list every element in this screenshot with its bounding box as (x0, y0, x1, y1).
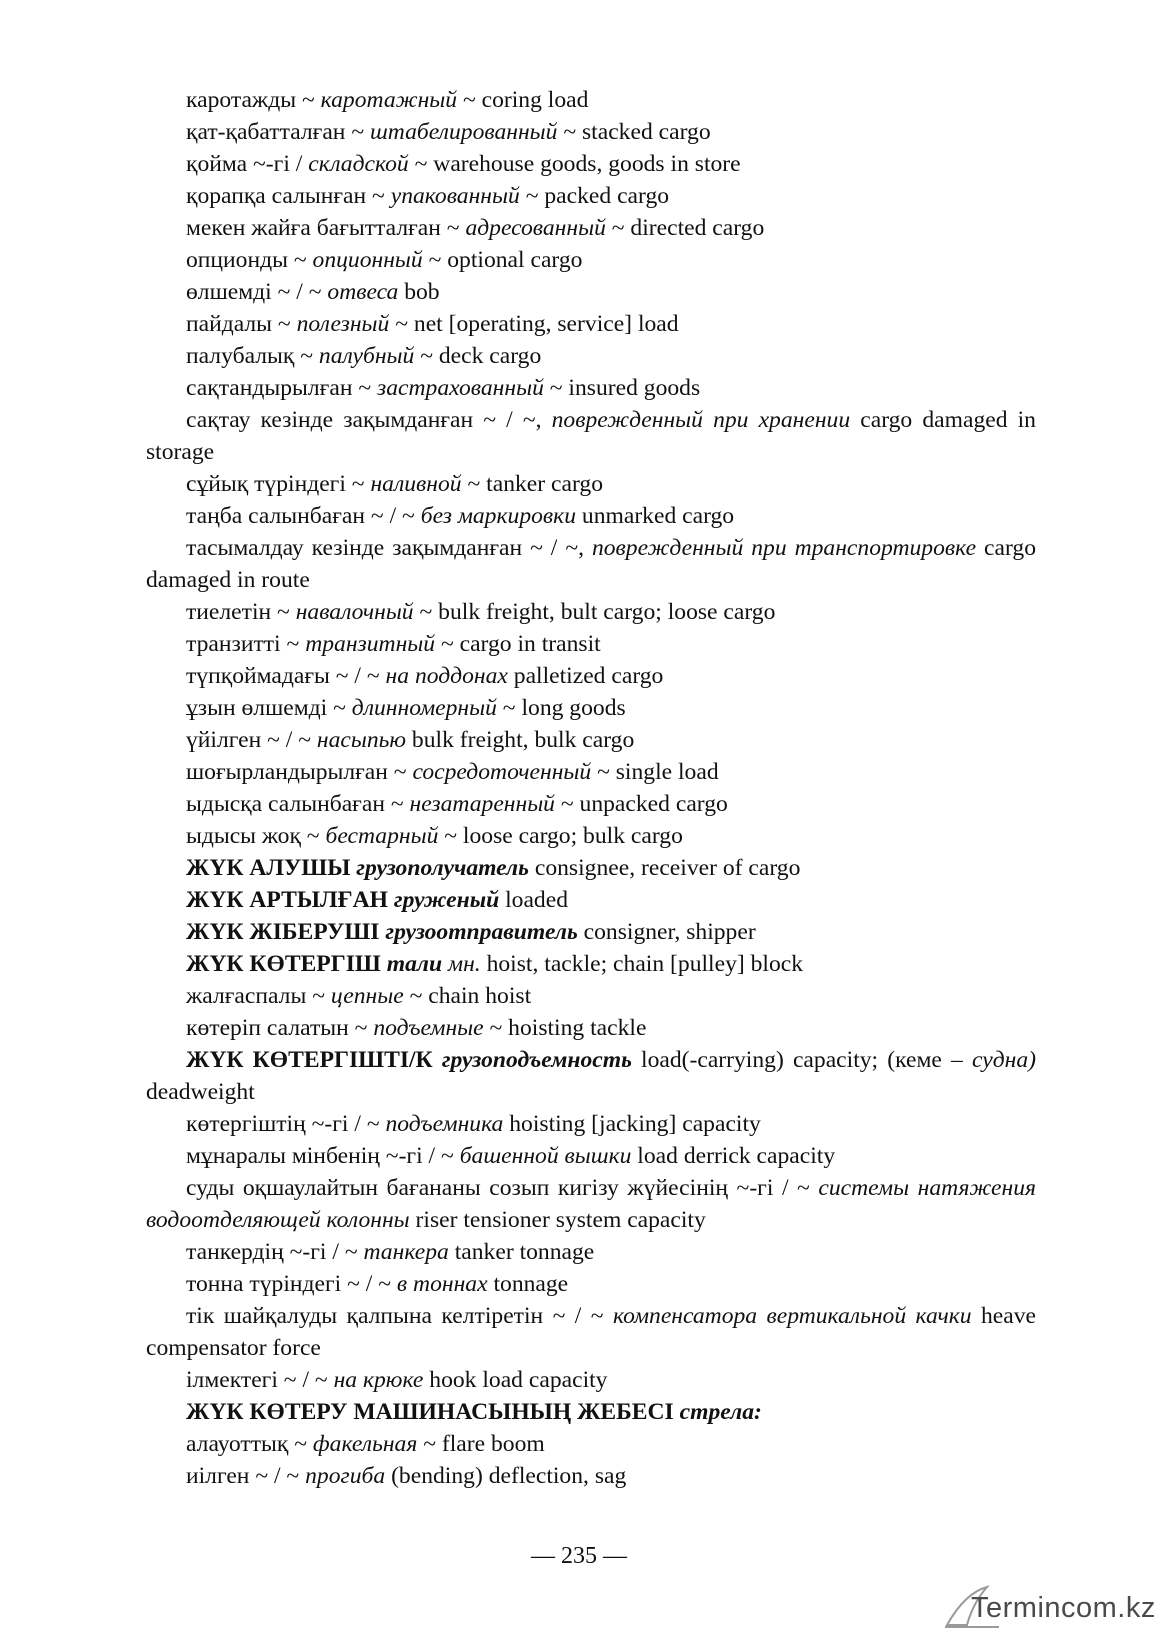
english-term: riser tensioner system capacity (409, 1207, 706, 1233)
dictionary-entry (146, 852, 1036, 884)
russian-term: танкера (363, 1239, 449, 1265)
russian-term: наливной (370, 471, 462, 497)
russian-term: незатаренный (409, 791, 555, 817)
dictionary-entry (146, 724, 1036, 756)
dictionary-entry (146, 148, 1036, 180)
kazakh-term: мекен жайға бағытталған ~ (186, 215, 466, 241)
kazakh-term: көтергіштің ~-гі / ~ (186, 1111, 386, 1137)
russian-term: мн. (442, 951, 481, 977)
english-term: cargo damaged in storage (146, 407, 1036, 465)
russian-term: подъемные (373, 1015, 484, 1041)
russian-term: на крюке (333, 1367, 424, 1393)
dictionary-entry (146, 980, 1036, 1012)
russian-term: компенсатора вертикальной качки (612, 1303, 972, 1329)
kazakh-term: қат-қабатталған ~ (186, 119, 370, 145)
dictionary-entry (146, 1172, 1036, 1236)
dictionary-entry (146, 276, 1036, 308)
dictionary-entry (146, 372, 1036, 404)
russian-term: факельная (312, 1431, 418, 1457)
headword: ЖҮК АЛУШЫ (186, 855, 357, 881)
kazakh-term: тасымалдау кезінде зақымданған ~ / ~, (186, 535, 592, 561)
russian-term: полезный (296, 311, 390, 337)
russian-term: в тоннах (396, 1271, 488, 1297)
russian-term: каротажный (320, 87, 458, 113)
english-term: ~ bulk freight, bult cargo; loose cargo (413, 599, 776, 625)
headword-russian: грузополучатель (356, 855, 529, 881)
english-term: ~ single load (591, 759, 719, 785)
kazakh-term: ыдысы жоқ ~ (186, 823, 326, 849)
dictionary-entry (146, 1268, 1036, 1300)
kazakh-term: иілген ~ / ~ (186, 1463, 306, 1489)
english-term: unmarked cargo (576, 503, 735, 529)
english-term: (bending) deflection, sag (385, 1463, 627, 1489)
english-term: ~ cargo in transit (435, 631, 601, 657)
russian-term: штабелированный (370, 119, 558, 145)
english-term: hoist, tackle; chain [pulley] block (480, 951, 804, 977)
dictionary-entry (146, 1140, 1036, 1172)
dictionary-entry (146, 1396, 1036, 1428)
russian-term: застрахованный (377, 375, 544, 401)
english-term: ~ unpacked cargo (554, 791, 728, 817)
english-term: ~ stacked cargo (557, 119, 711, 145)
english-term: ~ coring load (457, 87, 589, 113)
english-term: bulk freight, bulk cargo (406, 727, 635, 753)
headword: ЖҮК КӨТЕРГІШ (186, 951, 387, 977)
russian-term: длинномерный (351, 695, 497, 721)
kazakh-term: каротажды ~ (186, 87, 321, 113)
kazakh-term: ілмектегі ~ / ~ (186, 1367, 334, 1393)
english-term: ~ directed cargo (605, 215, 765, 241)
russian-term: насыпью (316, 727, 407, 753)
kazakh-term: көтеріп салатын ~ (186, 1015, 374, 1041)
kazakh-term: өлшемді ~ / ~ (186, 279, 328, 305)
english-term: ~ loose cargo; bulk cargo (438, 823, 683, 849)
dictionary-entry (146, 116, 1036, 148)
headword-russian: грузоотправитель (385, 919, 578, 945)
dictionary-entry (146, 404, 1036, 468)
dictionary-entry (146, 1108, 1036, 1140)
dictionary-entry (146, 660, 1036, 692)
dictionary-entry (146, 1460, 1036, 1492)
headword: ЖҮК ЖІБЕРУШІ (186, 919, 386, 945)
english-term: ~ packed cargo (519, 183, 670, 209)
dictionary-entry (146, 820, 1036, 852)
english-term: tanker tonnage (448, 1239, 595, 1265)
russian-term: транзитный (305, 631, 436, 657)
russian-term: поврежденный при хранении (551, 407, 851, 433)
english-term: ~ warehouse goods, goods in store (408, 151, 741, 177)
kazakh-term: сақтау кезінде зақымданған ~ / ~, (186, 407, 552, 433)
english-term: tonnage (487, 1271, 569, 1297)
headword: ЖҮК КӨТЕРГІШТІ/К (186, 1047, 442, 1073)
kazakh-term: суды оқшаулайтын бағананы созып кигізу жүйесінің ~-гі / ~ (186, 1175, 819, 1201)
kazakh-term: түпқоймадағы ~ / ~ (186, 663, 386, 689)
kazakh-term: қойма ~-гі / (186, 151, 309, 177)
dictionary-entries (146, 84, 1036, 1492)
kazakh-term: тонна түріндегі ~ / ~ (186, 1271, 397, 1297)
english-term: ~ optional cargo (422, 247, 583, 273)
english-term: ~ net [operating, service] load (389, 311, 679, 337)
kazakh-term: тік шайқалуды қалпына келтіретін ~ / ~ (186, 1303, 613, 1329)
english-term: consigner, shipper (577, 919, 756, 945)
headword-russian: тали (386, 951, 443, 977)
russian-term: на поддонах (385, 663, 508, 689)
russian-term: складской (308, 151, 409, 177)
english-term: ~ hoisting tackle (483, 1015, 647, 1041)
kazakh-term: танкердің ~-гі / ~ (186, 1239, 364, 1265)
dictionary-entry (146, 180, 1036, 212)
kazakh-term: шоғырландырылған ~ (186, 759, 413, 785)
kazakh-term: сақтандырылған ~ (186, 375, 378, 401)
dictionary-entry (146, 1236, 1036, 1268)
dictionary-entry (146, 948, 1036, 980)
headword: ЖҮК АРТЫЛҒАН (186, 887, 394, 913)
russian-term: упакованный (390, 183, 520, 209)
kazakh-term: мұнаралы мінбенің ~-гі / ~ (186, 1143, 460, 1169)
headword-russian: грузоподъемность (441, 1047, 632, 1073)
dictionary-entry (146, 340, 1036, 372)
kazakh-term: алауоттық ~ (186, 1431, 313, 1457)
russian-term: отвеса (327, 279, 399, 305)
dictionary-entry (146, 788, 1036, 820)
dictionary-entry (146, 468, 1036, 500)
english-term: ~ flare boom (417, 1431, 545, 1457)
dictionary-entry (146, 884, 1036, 916)
headword-russian: груженый (393, 887, 500, 913)
russian-term: системы натяжения водоотделяющей колонны (146, 1175, 1036, 1233)
kazakh-term: транзитті ~ (186, 631, 306, 657)
kazakh-term: жалғаспалы ~ (186, 983, 331, 1009)
english-term: palletized cargo (507, 663, 664, 689)
english-term: consignee, receiver of cargo (528, 855, 801, 881)
dictionary-entry (146, 244, 1036, 276)
page-number: — 235 — (531, 1543, 627, 1569)
kazakh-term: пайдалы ~ (186, 311, 297, 337)
russian-term: палубный (318, 343, 415, 369)
dictionary-entry (146, 756, 1036, 788)
english-term: ~ long goods (496, 695, 626, 721)
russian-term: без маркировки (420, 503, 576, 529)
logo-text: Termincom.kz (971, 1592, 1156, 1624)
dictionary-entry (146, 1044, 1036, 1108)
dictionary-entry (146, 1012, 1036, 1044)
headword-russian: стрела: (679, 1399, 762, 1425)
dictionary-entry (146, 628, 1036, 660)
dictionary-entry (146, 1300, 1036, 1364)
dictionary-entry (146, 1428, 1036, 1460)
dictionary-entry (146, 532, 1036, 596)
kazakh-term: палубалық ~ (186, 343, 319, 369)
english-term: bob (398, 279, 440, 305)
dictionary-entry (146, 596, 1036, 628)
english-term: cargo damaged in route (146, 535, 1037, 593)
dictionary-entry (146, 84, 1036, 116)
russian-term: башенной вышки (459, 1143, 632, 1169)
english-term: load derrick capacity (631, 1143, 836, 1169)
kazakh-term: қорапқа салынған ~ (186, 183, 391, 209)
kazakh-term: тиелетін ~ (186, 599, 296, 625)
russian-term: сосредоточенный (412, 759, 592, 785)
english-term: ~ tanker cargo (461, 471, 603, 497)
kazakh-term: таңба салынбаған ~ / ~ (186, 503, 421, 529)
kazakh-term: үйілген ~ / ~ (186, 727, 317, 753)
termincom-logo (943, 1583, 1156, 1631)
russian-term: бестарный (325, 823, 439, 849)
english-term: ~ insured goods (543, 375, 701, 401)
english-term: ~ chain hoist (403, 983, 532, 1009)
kazakh-term: ыдысқа салынбаған ~ (186, 791, 410, 817)
english-term: load(-carrying) capacity; (кеме – (631, 1047, 972, 1073)
russian-term: цепные (330, 983, 404, 1009)
english-term: ~ deck cargo (414, 343, 542, 369)
russian-term: прогиба (305, 1463, 386, 1489)
kazakh-term: ұзын өлшемді ~ (186, 695, 352, 721)
dictionary-entry (146, 500, 1036, 532)
dictionary-entry (146, 692, 1036, 724)
english-term: hoisting [jacking] capacity (503, 1111, 761, 1137)
english-term: deadweight (146, 1079, 255, 1105)
russian-term: судна) (971, 1047, 1036, 1073)
headword: ЖҮК КӨТЕРУ МАШИНАСЫНЫҢ ЖЕБЕСІ (186, 1399, 680, 1425)
kazakh-term: опционды ~ (186, 247, 313, 273)
kazakh-term: сұйық түріндегі ~ (186, 471, 371, 497)
russian-term: подъемника (385, 1111, 504, 1137)
english-term: loaded (499, 887, 568, 913)
russian-term: поврежденный при транспортировке (591, 535, 977, 561)
dictionary-entry (146, 1364, 1036, 1396)
russian-term: навалочный (295, 599, 414, 625)
russian-term: опционный (312, 247, 423, 273)
dictionary-entry (146, 308, 1036, 340)
dictionary-entry (146, 212, 1036, 244)
dictionary-entry (146, 916, 1036, 948)
english-term: heave compensator force (146, 1303, 1036, 1361)
english-term: hook load capacity (423, 1367, 608, 1393)
russian-term: адресованный (465, 215, 606, 241)
